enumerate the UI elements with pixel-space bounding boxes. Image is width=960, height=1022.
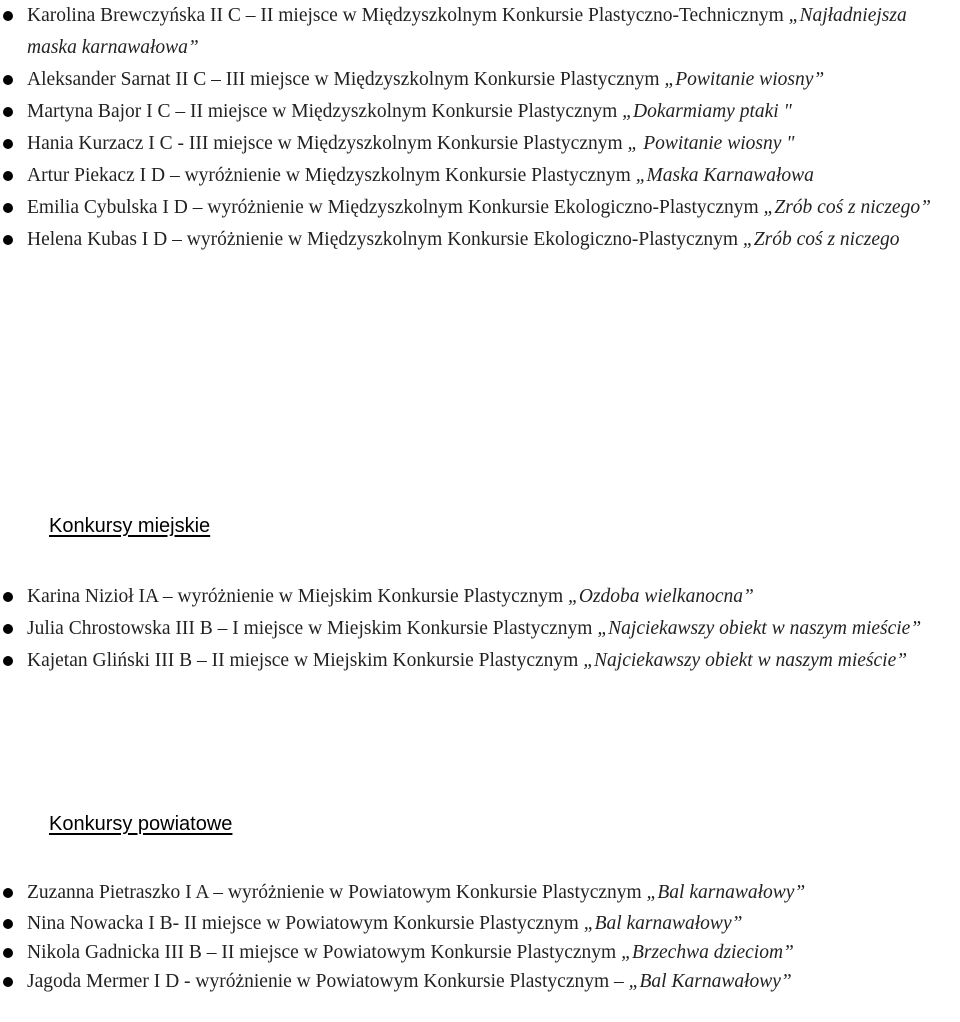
- list-item: [0, 192, 960, 224]
- award-text: Nikola Gadnicka III B – II miejsce w Powiatowym Konkursie Plastycznym: [27, 942, 622, 963]
- award-text: Zuzanna Pietraszko I A – wyróżnienie w Powiatowym Konkursie Plastycznym: [27, 882, 647, 903]
- section-heading-city-contests: Konkursy miejskie: [49, 515, 211, 537]
- list-item: [0, 64, 960, 96]
- contest-title: „Brzechwa dzieciom”: [621, 942, 794, 963]
- bullet-icon: [3, 171, 13, 181]
- award-text: Julia Chrostowska III B – I miejsce w Miejskim Konkursie Plastycznym: [27, 618, 598, 639]
- award-text: Martyna Bajor I C – II miejsce w Międzyszkolnym Konkursie Plastycznym: [27, 101, 623, 122]
- bullet-icon: [3, 888, 13, 898]
- bullet-icon: [3, 977, 13, 987]
- award-text: Hania Kurzacz I C - III miejsce w Międzyszkolnym Konkursie Plastycznym: [27, 133, 628, 154]
- contest-title: „Najładniejsza maska karnawałowa”: [27, 5, 907, 58]
- list-item: [0, 967, 960, 996]
- list-item: [0, 645, 960, 677]
- award-text: Nina Nowacka I B- II miejsce w Powiatowym Konkursie Plastycznym: [27, 913, 584, 934]
- award-text: Karina Nizioł IA – wyróżnienie w Miejskim Konkursie Plastycznym: [27, 586, 569, 607]
- list-item: [0, 224, 960, 256]
- list-item: [0, 613, 960, 645]
- contest-title: „Bal Karnawałowy”: [628, 971, 792, 992]
- list-item: [0, 909, 960, 938]
- list-item: [0, 581, 960, 613]
- award-text: Kajetan Gliński III B – II miejsce w Miejskim Konkursie Plastycznym: [27, 650, 584, 671]
- contest-title: „Ozdoba wielkanocna”: [568, 586, 754, 607]
- bullet-icon: [3, 203, 13, 213]
- bullet-icon: [3, 75, 13, 85]
- contest-title: „Maska Karnawałowa: [635, 165, 814, 186]
- contest-title: „Najciekawszy obiekt w naszym mieście”: [597, 618, 922, 639]
- bullet-icon: [3, 624, 13, 634]
- bullet-icon: [3, 139, 13, 149]
- list-item: [0, 128, 960, 160]
- interschool-contests-list: [0, 0, 960, 256]
- county-contests-list: [0, 877, 960, 996]
- list-item: [0, 938, 960, 967]
- award-text: Karolina Brewczyńska II C – II miejsce w Międzyszkolnym Konkursie Plastyczno-Technicznym: [27, 5, 789, 26]
- bullet-icon: [3, 235, 13, 245]
- contest-title: „Najciekawszy obiekt w naszym mieście”: [583, 650, 908, 671]
- contest-title: „Zrób coś z niczego: [742, 229, 900, 250]
- contest-title: „Bal karnawałowy”: [583, 913, 743, 934]
- award-text: Helena Kubas I D – wyróżnienie w Międzyszkolnym Konkursie Ekologiczno-Plastycznym: [27, 229, 743, 250]
- contest-title: „Powitanie wiosny”: [664, 69, 825, 90]
- award-text: Artur Piekacz I D – wyróżnienie w Międzyszkolnym Konkursie Plastycznym: [27, 165, 636, 186]
- award-text: Jagoda Mermer I D - wyróżnienie w Powiatowym Konkursie Plastycznym –: [27, 971, 629, 992]
- contest-title: „ Powitanie wiosny ": [627, 133, 795, 154]
- bullet-icon: [3, 107, 13, 117]
- contest-title: „Zrób coś z niczego”: [763, 197, 931, 218]
- contest-title: „Dokarmiamy ptaki ": [622, 101, 792, 122]
- award-text: Aleksander Sarnat II C – III miejsce w Międzyszkolnym Konkursie Plastycznym: [27, 69, 665, 90]
- bullet-icon: [3, 919, 13, 929]
- list-item: [0, 877, 960, 909]
- list-item: [0, 160, 960, 192]
- city-contests-list: [0, 581, 960, 677]
- bullet-icon: [3, 592, 13, 602]
- bullet-icon: [3, 656, 13, 666]
- list-item: [0, 96, 960, 128]
- section-heading-county-contests: Konkursy powiatowe: [49, 813, 233, 835]
- contest-title: „Bal karnawałowy”: [646, 882, 806, 903]
- bullet-icon: [3, 11, 13, 21]
- award-text: Emilia Cybulska I D – wyróżnienie w Międzyszkolnym Konkursie Ekologiczno-Plastycznym: [27, 197, 764, 218]
- list-item: [0, 0, 960, 64]
- bullet-icon: [3, 948, 13, 958]
